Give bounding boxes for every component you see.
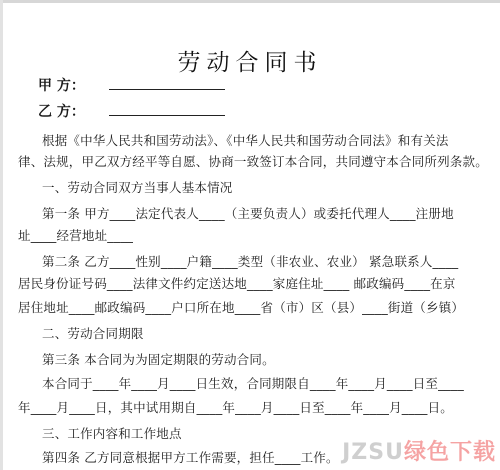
window-top-edge bbox=[0, 0, 500, 3]
section-heading: 三、工作内容和工作地点 bbox=[42, 426, 182, 441]
article-line: 第三条 本合同为为固定期限的劳动合同。 bbox=[42, 352, 275, 367]
paragraph-line: 律、法规，甲乙双方经平等自愿、协商一致签订本合同，共同遵守本合同所列条款。 bbox=[18, 154, 488, 169]
article-line: 第二条 乙方____性别____户籍____类型（非农业、农业） 紧急联系人____ bbox=[42, 254, 459, 269]
section-heading: 二、劳动合同期限 bbox=[42, 326, 144, 341]
article-line: 址____经营地址____ bbox=[18, 228, 134, 243]
party-a-label: 甲 方： bbox=[38, 78, 85, 94]
article-line: 年____月____日，其中试用期自____年____月____日至____年____月____日。 bbox=[18, 400, 454, 415]
document-title: 劳动合同书 bbox=[177, 50, 323, 76]
site-watermark bbox=[342, 435, 496, 466]
party-a-blank[interactable] bbox=[109, 75, 225, 90]
article-line: 第一条 甲方____法定代表人____（主要负责人）或委托代理人____注册地 bbox=[42, 206, 454, 221]
article-line: 本合同于____年____月____日生效，合同期限自____年____月____日至____ bbox=[42, 376, 464, 391]
party-b-blank[interactable] bbox=[109, 101, 225, 116]
party-a-row bbox=[38, 75, 225, 95]
watermark-latin: JZSU bbox=[342, 440, 404, 465]
article-line: 居民身份证号码____法律文件约定送达地____家庭住址____ 邮政编码____在京 bbox=[18, 276, 456, 291]
article-line: 第四条 乙方同意根据甲方工作需要，担任____工作。 bbox=[42, 450, 339, 465]
party-b-row bbox=[38, 101, 225, 121]
paragraph-line: 根据《中华人民共和国劳动法》、《中华人民共和国劳动合同法》和有关法 bbox=[42, 133, 449, 148]
section-heading: 一、劳动合同双方当事人基本情况 bbox=[42, 180, 233, 195]
party-b-label: 乙 方： bbox=[38, 104, 85, 120]
watermark-zh: 绿色下载 bbox=[403, 440, 496, 465]
article-line: 居住地址____邮政编码____户口所在地____省（市）区（县）____街道（乡镇） bbox=[18, 300, 465, 315]
